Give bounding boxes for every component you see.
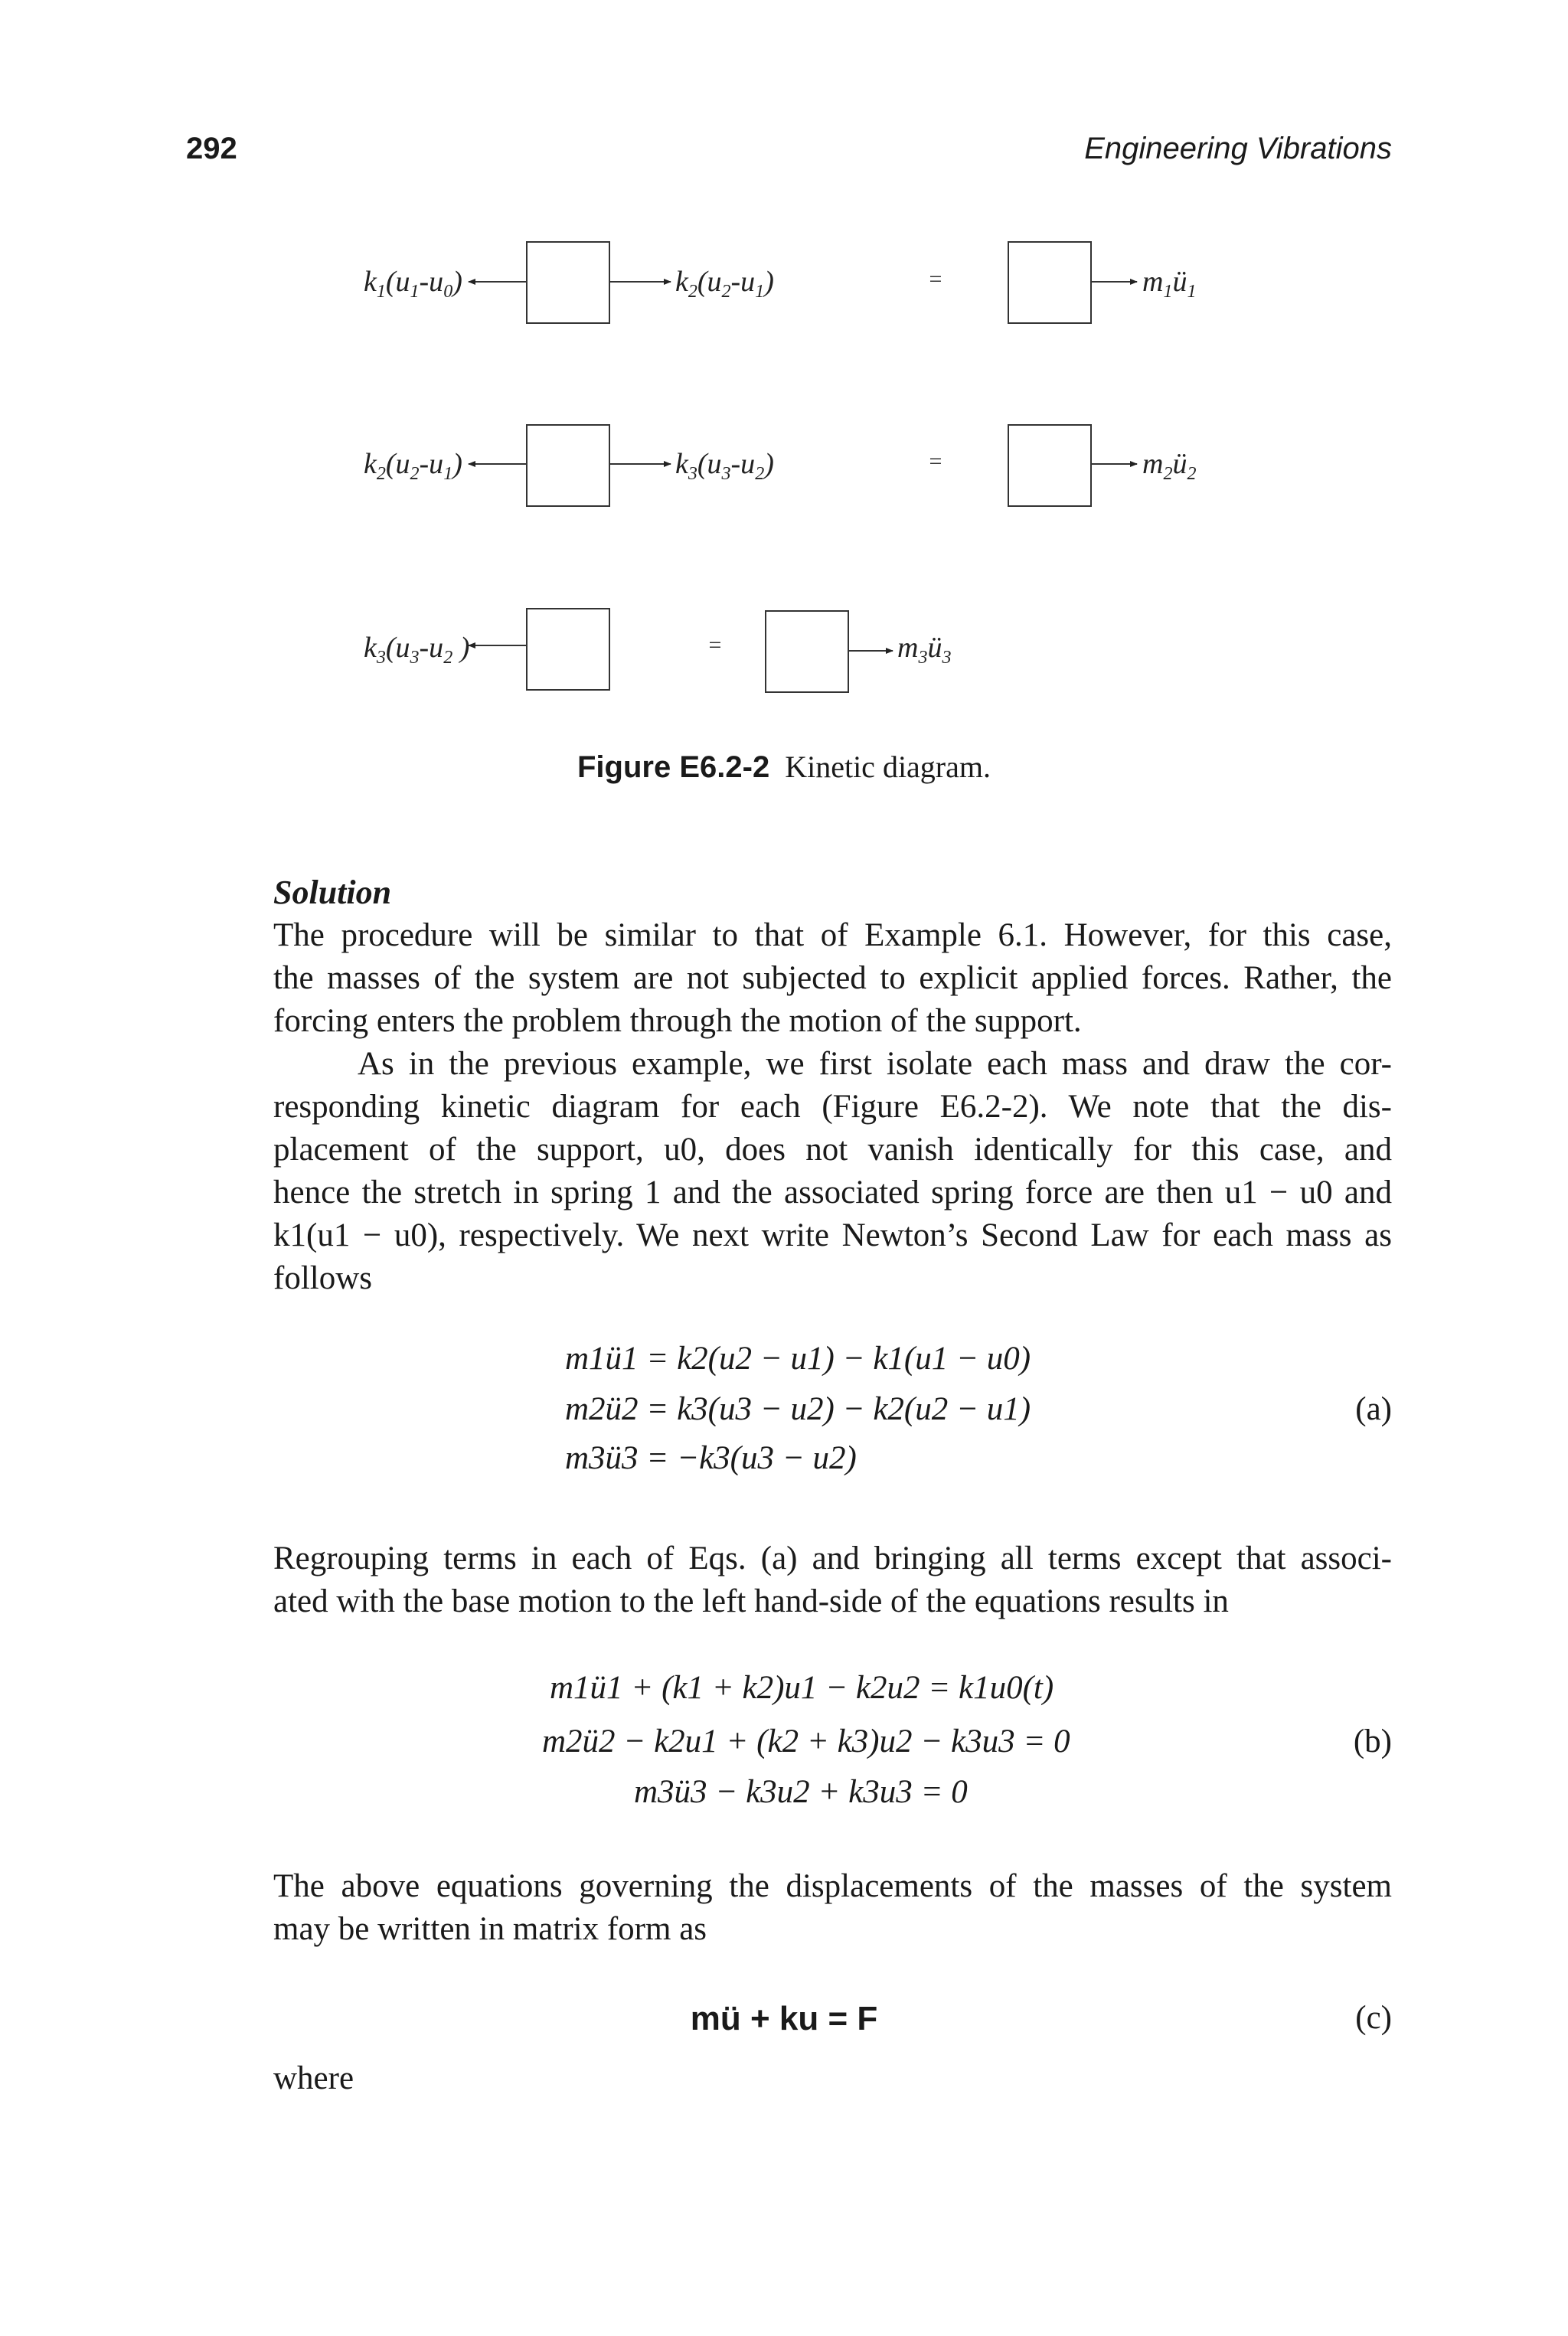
equation-b-3: m3ü3 − k3u2 + k3u3 = 0 [634, 1774, 968, 1810]
paragraph-3 [273, 1537, 1392, 1623]
inertia-label-3: $m_3ü_3$ [897, 632, 952, 668]
text-line: ated with the base motion to the left hand-side of the equations results in [273, 1583, 1229, 1619]
text-line: may be written in matrix form as [273, 1911, 707, 1947]
equation-label-a: (a) [1355, 1391, 1392, 1427]
equation-a-3: m3ü3 = −k3(u3 − u2) [565, 1440, 857, 1476]
paragraph-1 [273, 914, 1392, 1043]
equals-sign-2: = [929, 449, 942, 474]
inertia-block-2 [1008, 425, 1091, 506]
inertia-block-1 [1008, 242, 1091, 323]
inertia-label-1: $m_1ü_1$ [1142, 266, 1197, 302]
paragraph-4 [273, 1865, 1392, 1951]
text-line: The procedure will be similar to that of Example 6.1. However, for this case, [273, 917, 1392, 953]
equation-c [0, 1999, 1568, 2038]
text-line: placement of the support, u0, does not vanish identically for this case, and [273, 1132, 1392, 1168]
paragraph-2 [273, 1043, 1392, 1300]
equals-sign-1: = [929, 266, 942, 292]
equation-a-2: m2ü2 = k3(u3 − u2) − k2(u2 − u1) [565, 1391, 1031, 1427]
where-text: where [273, 2060, 354, 2096]
force-label-left-2: $k_2(u_2-u_1)$ [364, 448, 462, 484]
text-line: follows [273, 1260, 372, 1296]
inertia-block-3 [766, 611, 848, 692]
force-label-left-1: $k_1(u_1-u_0)$ [364, 266, 462, 302]
text-line: As in the previous example, we first isolate each mass and draw the cor- [358, 1046, 1392, 1082]
equation-a-1: m1ü1 = k2(u2 − u1) − k1(u1 − u0) [565, 1341, 1031, 1377]
mass-block-2 [527, 425, 609, 506]
page-number: 292 [186, 132, 237, 165]
equation-c-text: mü + ku = F [690, 2000, 878, 2037]
text-line: hence the stretch in spring 1 and the associated spring force are then u1 − u0 and [273, 1175, 1392, 1210]
force-label-right-2: $k_3(u_3-u_2)$ [675, 448, 774, 484]
text-line: the masses of the system are not subjected to explicit applied forces. Rather, the [273, 960, 1392, 996]
text-line: Regrouping terms in each of Eqs. (a) and bringing all terms except that associ- [273, 1540, 1392, 1576]
text-line: k1(u1 − u0), respectively. We next write Newton’s Second Law for each mass as [273, 1217, 1392, 1253]
text-line: The above equations governing the displacements of the masses of the system [273, 1868, 1392, 1904]
inertia-label-2: $m_2ü_2$ [1142, 448, 1197, 484]
equation-b-1: m1ü1 + (k1 + k2)u1 − k2u2 = k1u0(t) [550, 1670, 1054, 1706]
mass-block-3 [527, 609, 609, 690]
figure-caption-text: Kinetic diagram. [785, 750, 991, 784]
mass-block-1 [527, 242, 609, 323]
solution-heading: Solution [273, 874, 392, 911]
figure-number: Figure E6.2-2 [577, 750, 770, 784]
text-line: responding kinetic diagram for each (Figure E6.2-2). We note that the dis- [273, 1089, 1392, 1125]
force-label-left-3: $k_3(u_3-u_2$ ) [364, 632, 470, 668]
text-line: forcing enters the problem through the motion of the support. [273, 1003, 1082, 1039]
equation-b-2: m2ü2 − k2u1 + (k2 + k3)u2 − k3u3 = 0 [542, 1723, 1070, 1759]
equation-label-c: (c) [1355, 2000, 1392, 2036]
running-title: Engineering Vibrations [1084, 132, 1392, 165]
figure-caption [0, 749, 1568, 785]
equals-sign-3: = [708, 632, 722, 658]
force-label-right-1: $k_2(u_2-u_1)$ [675, 266, 774, 302]
kinetic-diagram [0, 0, 1568, 735]
equation-label-b: (b) [1353, 1723, 1392, 1759]
